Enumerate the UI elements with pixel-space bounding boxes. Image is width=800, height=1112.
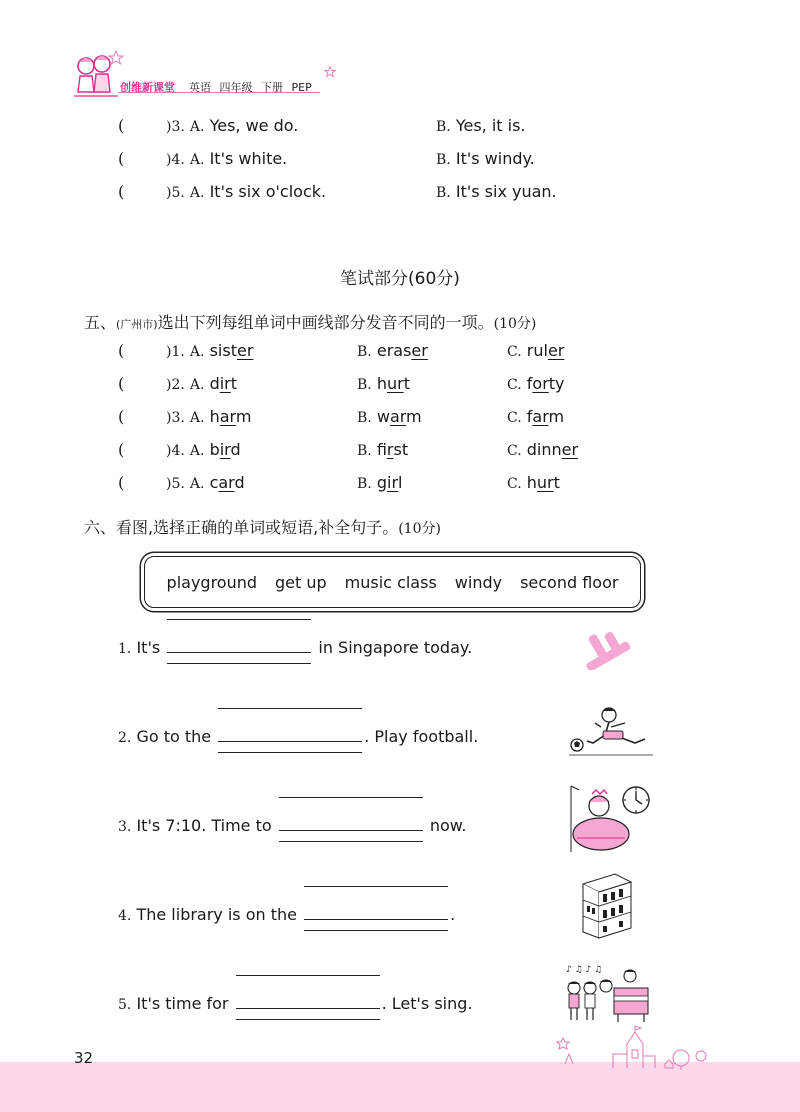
svg-text:♪ ♫ ♪ ♫: ♪ ♫ ♪ ♫ [566,965,603,975]
option-a-label: A. [189,185,205,201]
fill-sentence-1 [118,638,472,657]
option-a-text: It's six o'clock. [209,182,327,201]
word-part: m [235,407,252,426]
item-number: )3. [166,410,185,426]
item-number: 1. [118,641,132,657]
section-6-instruction: 看图,选择正确的单词或短语,补全句子。 [116,518,399,537]
option-c-word [527,341,565,360]
subject-label: 英语 [189,81,211,94]
underlined-part: ar [219,407,236,426]
pronunciation-item-2-b [357,374,410,393]
option-c-word [527,440,578,459]
option-b-label: B. [357,377,372,393]
header-divider [118,92,320,93]
listening-item-5 [118,182,326,201]
header-star-icon-2 [324,66,336,78]
option-b-label: B. [357,476,372,492]
answer-paren[interactable]: ( [118,407,125,426]
underlined-part: ur [536,473,554,492]
sentence-after: . Let's sing. [381,994,473,1013]
section-5-heading [84,310,536,333]
library-building-icon [575,870,637,940]
word-part: eras [376,341,412,360]
word-part: w [376,407,390,426]
pronunciation-item-2-c [507,374,565,393]
underlined-part: ir [219,440,231,459]
option-c-word [527,407,564,426]
item-number: 3. [118,819,132,835]
pronunciation-item-1 [118,341,253,360]
word-part: m [406,407,422,426]
item-number: )2. [166,377,185,393]
option-b-word [377,440,408,459]
listening-item-5-b [436,182,557,201]
word-bank-item: music class [344,572,437,592]
section-5-index: 五、 [84,313,117,332]
girl-waking-up-clock-icon [565,782,657,854]
sentence-before: It's [136,638,161,657]
pronunciation-item-5 [118,473,245,492]
word-part: d [234,473,245,492]
answer-paren[interactable]: ( [118,473,125,492]
boy-playing-football-icon [565,705,657,760]
item-number: )4. [166,152,185,168]
sentence-before: It's 7:10. Time to [136,816,272,835]
pronunciation-item-3-c [507,407,564,426]
word-part: b [209,440,220,459]
listening-item-3-b [436,116,526,135]
option-b-word [377,341,428,360]
pronunciation-item-5-b [357,473,402,492]
option-b-label: B. [436,119,451,135]
option-b-label: B. [357,344,372,360]
word-part: h [209,407,220,426]
sentence-before: It's time for [136,994,229,1013]
option-c-label: C. [507,344,522,360]
answer-paren[interactable]: ( [118,374,125,393]
pronunciation-item-1-c [507,341,564,360]
windy-weather-icon [578,628,638,670]
option-c-label: C. [507,410,522,426]
underlined-part: ar [218,473,235,492]
underlined-part: er [236,341,254,360]
option-a-word [210,341,254,360]
word-part: t [403,374,410,393]
pronunciation-item-4 [118,440,241,459]
option-b-label: B. [357,443,372,459]
underlined-part: er [547,341,565,360]
option-a-text: It's white. [209,149,288,168]
word-part: l [398,473,403,492]
word-bank-item: windy [454,572,503,592]
word-part: h [376,374,387,393]
option-a-word [210,440,241,459]
answer-blank[interactable] [218,727,362,742]
answer-paren[interactable]: ( [118,341,125,360]
underlined-part: er [561,440,579,459]
answer-paren[interactable]: ( [118,116,125,135]
option-a-label: A. [189,377,205,393]
edition-label: PEP [291,81,312,94]
underlined-part: or [532,374,549,393]
option-b-text: Yes, it is. [455,116,526,135]
item-number: )5. [166,476,185,492]
answer-blank[interactable] [167,638,311,653]
word-part: f [376,440,387,459]
sentence-before: Go to the [136,727,212,746]
option-b-label: B. [357,410,372,426]
word-part: f [526,407,533,426]
underlined-part: ar [532,407,549,426]
word-part: rul [526,341,548,360]
word-part: t [553,473,560,492]
underlined-part: ir [386,440,394,459]
word-part: st [393,440,409,459]
underlined-part: er [411,341,428,360]
option-a-label: A. [189,410,205,426]
section-5-source: (广州市) [116,318,158,331]
option-c-word [527,374,565,393]
underlined-part: ar [389,407,407,426]
fill-sentence-5 [118,994,473,1013]
answer-paren[interactable]: ( [118,440,125,459]
listening-item-4 [118,149,287,168]
underlined-part: ir [387,473,399,492]
section-5-points: (10分) [493,316,537,332]
header-star-icon [108,50,124,66]
option-b-word [377,374,410,393]
word-part: f [526,374,533,393]
underlined-part: ir [219,374,231,393]
word-part: h [526,473,537,492]
sentence-after: now. [429,816,467,835]
word-part: c [209,473,219,492]
pronunciation-item-1-b [357,341,428,360]
written-part-title: 笔试部分(60分) [340,269,460,289]
answer-blank[interactable] [236,994,380,1009]
option-b-word [377,473,403,492]
underlined-part: ur [386,374,404,393]
option-a-label: A. [189,476,205,492]
fill-sentence-2 [118,727,478,746]
item-number: 2. [118,730,132,746]
sentence-after: . Play football. [364,727,479,746]
option-c-word [527,473,560,492]
option-a-label: A. [189,344,205,360]
item-number: 5. [118,997,132,1013]
fill-sentence-3 [118,816,467,835]
option-b-label: B. [436,152,451,168]
grade-label: 四年级 [219,81,253,94]
option-b-label: B. [436,185,451,201]
option-b-word [377,407,422,426]
pronunciation-item-3-b [357,407,422,426]
word-part: t [230,374,238,393]
option-c-label: C. [507,377,522,393]
option-a-word [210,374,237,393]
listening-item-4-b [436,149,535,168]
word-part: dinn [526,440,562,459]
option-a-label: A. [189,119,205,135]
sentence-after: . [450,905,456,924]
sentence-after: in Singapore today. [318,638,473,657]
option-b-text: It's six yuan. [455,182,557,201]
word-bank [144,556,641,608]
word-part: d [209,374,220,393]
option-b-text: It's windy. [455,149,535,168]
section-6-points: (10分) [398,521,441,537]
option-c-label: C. [507,476,522,492]
answer-paren[interactable]: ( [118,182,125,201]
option-a-word [210,407,252,426]
pronunciation-item-2 [118,374,237,393]
word-part: g [376,473,387,492]
item-number: )3. [166,119,185,135]
children-singing-piano-icon [560,962,652,1024]
footer-castle-icon [555,1024,715,1070]
item-number: )4. [166,443,185,459]
word-part: d [230,440,241,459]
brand-name: 创维新课堂 [120,81,175,94]
option-a-label: A. [189,152,205,168]
word-part: ty [548,374,565,393]
item-number: 4. [118,908,132,924]
option-a-label: A. [189,443,205,459]
page-number: 32 [74,1049,94,1067]
fill-sentence-4 [118,905,455,924]
option-a-text: Yes, we do. [209,116,299,135]
pronunciation-item-5-c [507,473,560,492]
option-c-label: C. [507,443,522,459]
option-a-word [210,473,245,492]
pronunciation-item-4-b [357,440,408,459]
section-6-index: 六、 [84,518,117,537]
item-number: )5. [166,185,185,201]
word-bank-item: second floor [520,572,619,592]
item-number: )1. [166,344,185,360]
answer-paren[interactable]: ( [118,149,125,168]
listening-item-3 [118,116,298,135]
word-part: m [548,407,565,426]
answer-blank[interactable] [304,905,448,920]
answer-blank[interactable] [279,816,423,831]
word-bank-item: get up [275,572,327,592]
word-bank-item: playground [166,572,258,592]
word-part: sist [209,341,237,360]
pronunciation-item-3 [118,407,251,426]
section-6-heading [84,515,441,538]
pronunciation-item-4-c [507,440,578,459]
section-5-instruction: 选出下列每组单词中画线部分发音不同的一项。 [157,313,494,332]
volume-label: 下册 [261,81,283,94]
sentence-before: The library is on the [136,905,297,924]
